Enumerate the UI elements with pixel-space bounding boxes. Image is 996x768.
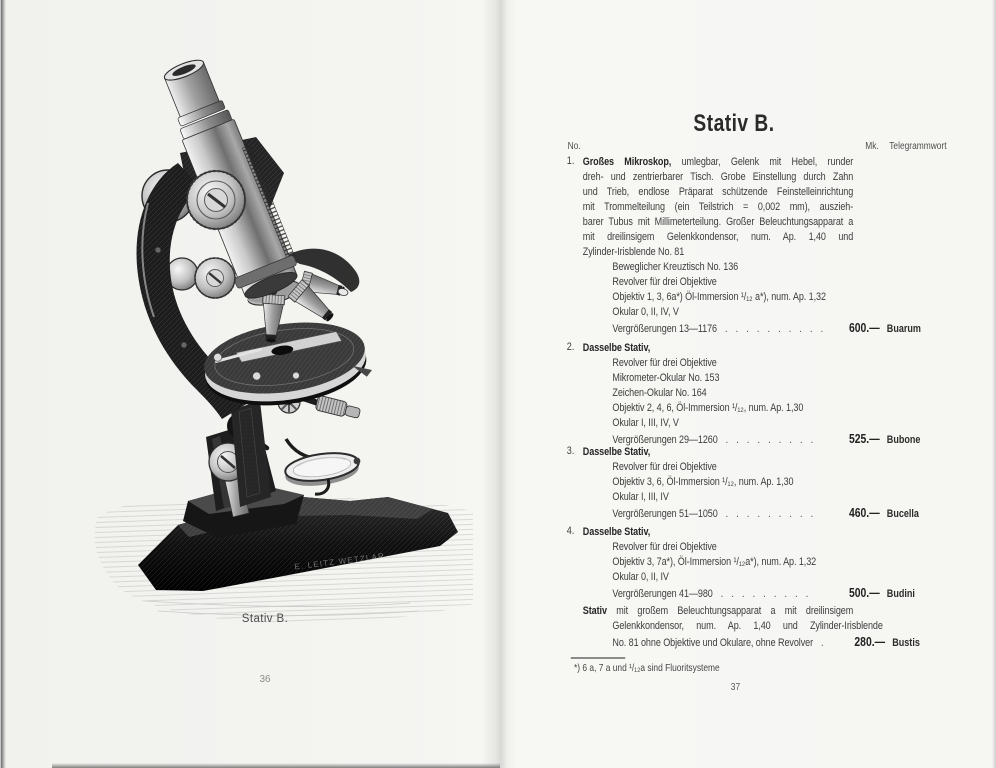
catalog-item-4 <box>566 525 946 602</box>
item-name: Dasselbe Stativ, <box>582 342 651 354</box>
footnote-rule <box>571 657 625 659</box>
magnification-range: Vergrößerungen 51—1050 <box>612 508 718 520</box>
base-engraving-text: E. LEITZ WETZLAR <box>293 551 386 572</box>
item-lead-text: umlegbar, Gelenk mit Hebel, runder <box>681 156 854 168</box>
price: 500.— <box>848 585 880 600</box>
price: 600.— <box>848 320 880 335</box>
dot-leader: . <box>821 637 824 649</box>
catalog-item-2 <box>566 341 946 448</box>
text-line: Zylinder-Irisblende No. 81 <box>582 246 685 258</box>
telegram-word: Bucella <box>886 508 919 520</box>
magnification-range: Vergrößerungen 29—1260 <box>612 434 718 446</box>
item-number: 1. <box>566 155 575 167</box>
detail-line: Okular 0, II, IV <box>612 571 669 583</box>
item-name: Stativ <box>582 605 607 617</box>
scan-edge-right <box>992 0 996 768</box>
text-line: mit Trommelteilung (ein Teilstrich = 0,002 mm), auszieh- <box>582 201 854 213</box>
item-lead-line <box>583 445 946 460</box>
detail-line: Okular I, III, IV, V <box>612 417 679 429</box>
dot-leader: . . . . . . . . . <box>725 434 814 446</box>
price-row <box>612 585 946 602</box>
text-line: mit dreilinsigem Gelenkkondensor, num. Ap. 1,40 und <box>582 231 854 243</box>
item-name: Dasselbe Stativ, <box>582 446 651 458</box>
dot-leader: . . . . . . . . . <box>720 588 809 600</box>
detail-line: Mikrometer-Okular No. 153 <box>612 372 720 384</box>
price: 280.— <box>854 634 886 649</box>
detail-line: Revolver für drei Objektive <box>612 541 717 553</box>
telegram-word: Budini <box>886 588 915 600</box>
dot-leader: . . . . . . . . . <box>725 508 814 520</box>
item-lead-line <box>583 525 946 540</box>
item-lead-line <box>583 341 946 356</box>
catalog-item-3 <box>566 445 946 522</box>
page-title: Stativ B. <box>693 110 775 137</box>
item-lead-text: mit großem Beleuchtungsapparat a mit dreilinsigem <box>616 605 854 617</box>
fine-focus-knob <box>195 258 235 298</box>
magnification-range: Vergrößerungen 13—1176 <box>612 323 717 335</box>
item-number: 3. <box>566 445 575 457</box>
page-gutter-shadow <box>482 0 516 768</box>
telegram-word: Buarum <box>886 323 921 335</box>
detail-line: Zeichen-Okular No. 164 <box>612 387 707 399</box>
microscope-illustration <box>88 45 473 625</box>
item-name: Dasselbe Stativ, <box>582 526 651 538</box>
column-header-mk: Mk. <box>865 140 879 152</box>
price-row <box>612 320 946 337</box>
telegram-word: Bustis <box>892 637 920 649</box>
price: 525.— <box>848 431 880 446</box>
page-number-left: 36 <box>259 674 271 685</box>
detail-line: Beweglicher Kreuztisch No. 136 <box>612 261 739 273</box>
text-line: No. 81 ohne Objektive und Okulare, ohne Revolver <box>612 637 814 649</box>
column-header-no: No. <box>567 140 581 152</box>
detail-line: Objektiv 2, 4, 6, Öl-Immersion ¹/₁₂, num. Ap. 1,30 <box>612 402 804 414</box>
detail-line: Objektiv 3, 7a*), Öl-Immersion ¹/₁₂a*), num. Ap. 1,32 <box>612 556 817 568</box>
detail-line: Revolver für drei Objektive <box>612 357 717 369</box>
illustration-caption: Stativ B. <box>241 613 289 625</box>
price: 460.— <box>848 505 880 520</box>
price-row <box>612 634 946 651</box>
item-lead-line <box>583 604 853 619</box>
dot-leader: . . . . . . . . . . <box>725 323 824 335</box>
text-line: und Trieb, endlose Präparat schützende Feinstelleinrichtung <box>582 186 854 198</box>
item-number: 2. <box>566 341 575 353</box>
detail-line: Okular 0, II, IV, V <box>612 306 679 318</box>
footnote: *) 6 a, 7 a und ¹/₁₂a sind Fluoritsysteme <box>574 662 720 674</box>
scan-edge-bottom <box>52 763 500 768</box>
text-line: dreh- und zentrierbarer Tisch. Grobe Einstellung durch Zahn <box>582 171 854 183</box>
item-name: Großes Mikroskop, <box>582 156 672 168</box>
catalog-item-stand-only <box>566 604 946 651</box>
telegram-word: Bubone <box>886 434 921 446</box>
item-number: 4. <box>566 525 575 537</box>
magnification-range: Vergrößerungen 41—980 <box>612 588 713 600</box>
page-number-right: 37 <box>730 681 741 693</box>
mirror <box>284 439 361 494</box>
column-header-telegrammwort: Telegrammwort <box>889 140 947 152</box>
scan-edge-left <box>0 0 6 768</box>
detail-line: Objektiv 3, 6, Öl-Immersion ¹/₁₂, num. Ap. 1,30 <box>612 476 794 488</box>
coarse-focus-knob <box>187 171 245 229</box>
column-headers <box>566 140 947 154</box>
price-row <box>612 505 946 522</box>
detail-line: Objektiv 1, 3, 6a*) Öl-Immersion ¹/₁₂ a*), num. Ap. 1,32 <box>612 291 826 303</box>
detail-line: Okular I, III, IV <box>612 491 669 503</box>
text-line: Gelenkkondensor, num. Ap. 1,40 und Zylinder-Irisblende <box>612 620 883 632</box>
catalog-item-1 <box>566 155 946 337</box>
detail-line: Revolver für drei Objektive <box>612 276 717 288</box>
item-lead-line <box>583 155 853 170</box>
price-list-page <box>566 0 946 768</box>
detail-line: Revolver für drei Objektive <box>612 461 717 473</box>
text-line: barer Tubus mit Millimeterteilung. Großer Beleuchtungsapparat a <box>582 216 854 228</box>
